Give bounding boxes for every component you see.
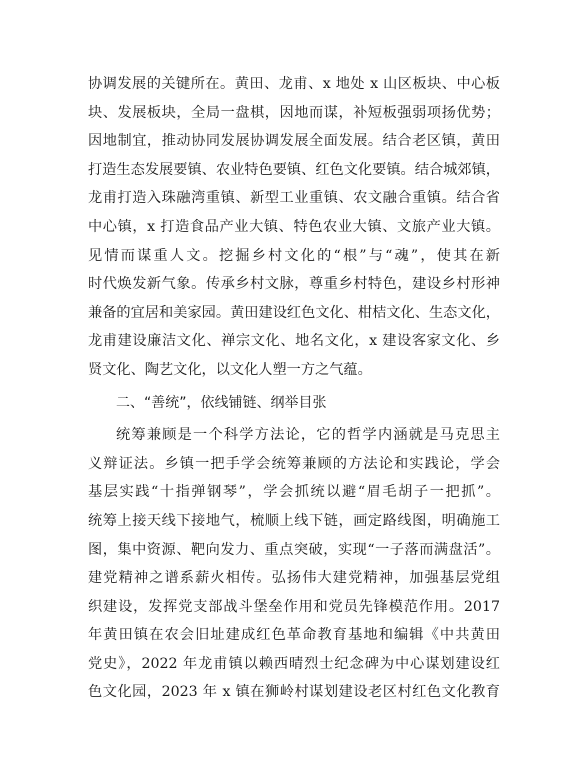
body-line: 块、发展板块，全局一盘棋，因地而谋，补短板强弱项扬优势； — [88, 104, 500, 121]
body-line: 因地制宜，推动协同发展协调发展全面发展。结合老区镇，黄田 — [88, 133, 500, 150]
body-line: 义辩证法。乡镇一把手学会统筹兼顾的方法论和实践论，学会 — [88, 455, 500, 472]
section-heading: 二、“善统”，依线铺链、纲举目张 — [116, 394, 327, 411]
body-line: 协调发展的关键所在。黄田、龙甫、x 地处 x 山区板块、中心板 — [88, 76, 500, 92]
body-line: 见情而谋重人文。挖掘乡村文化的“根”与“魂”，使其在新 — [88, 247, 500, 264]
body-line: 年黄田镇在农会旧址建成红色革命教育基地和编辑《中共黄田 — [88, 627, 500, 644]
document-body — [88, 70, 500, 707]
body-line: 图，集中资源、靶向发力、重点突破，实现“一子落而满盘活”。 — [88, 541, 500, 558]
body-line: 统筹兼顾是一个科学方法论，它的哲学内涵就是马克思主 — [116, 427, 500, 444]
body-line: 色文化园，2023 年 x 镇在狮岭村谋划建设老区村红色文化教育 — [88, 684, 500, 701]
body-line: 龙甫打造入珠融湾重镇、新型工业重镇、农文融合重镇。结合省 — [88, 190, 500, 207]
body-line: 基层实践“十指弹钢琴”，学会抓统以避“眉毛胡子一把抓”。 — [88, 484, 500, 501]
body-line: 建党精神之谱系薪火相传。弘扬伟大建党精神，加强基层党组 — [88, 570, 500, 587]
body-line: 党史》，2022 年龙甫镇以赖西晴烈士纪念碑为中心谋划建设红 — [88, 655, 500, 672]
body-line: 龙甫建设廉洁文化、禅宗文化、地名文化，x 建设客家文化、乡 — [88, 333, 500, 350]
body-line: 统筹上接天线下接地气，梳顺上线下链，画定路线图，明确施工 — [88, 512, 500, 529]
body-line: 中心镇，x 打造食品产业大镇、特色农业大镇、文旅产业大镇。 — [88, 218, 500, 235]
body-line: 时代焕发新气象。传承乡村文脉，尊重乡村特色，建设乡村形神 — [88, 276, 500, 293]
body-line: 打造生态发展要镇、农业特色要镇、红色文化要镇。结合城郊镇， — [88, 161, 500, 178]
body-line: 贤文化、陶艺文化，以文化人塑一方之气蕴。 — [88, 361, 372, 378]
body-line: 织建设，发挥党支部战斗堡垒作用和党员先锋模范作用。2017 — [88, 598, 500, 615]
body-line: 兼备的宜居和美家园。黄田建设红色文化、柑桔文化、生态文化， — [88, 304, 500, 321]
